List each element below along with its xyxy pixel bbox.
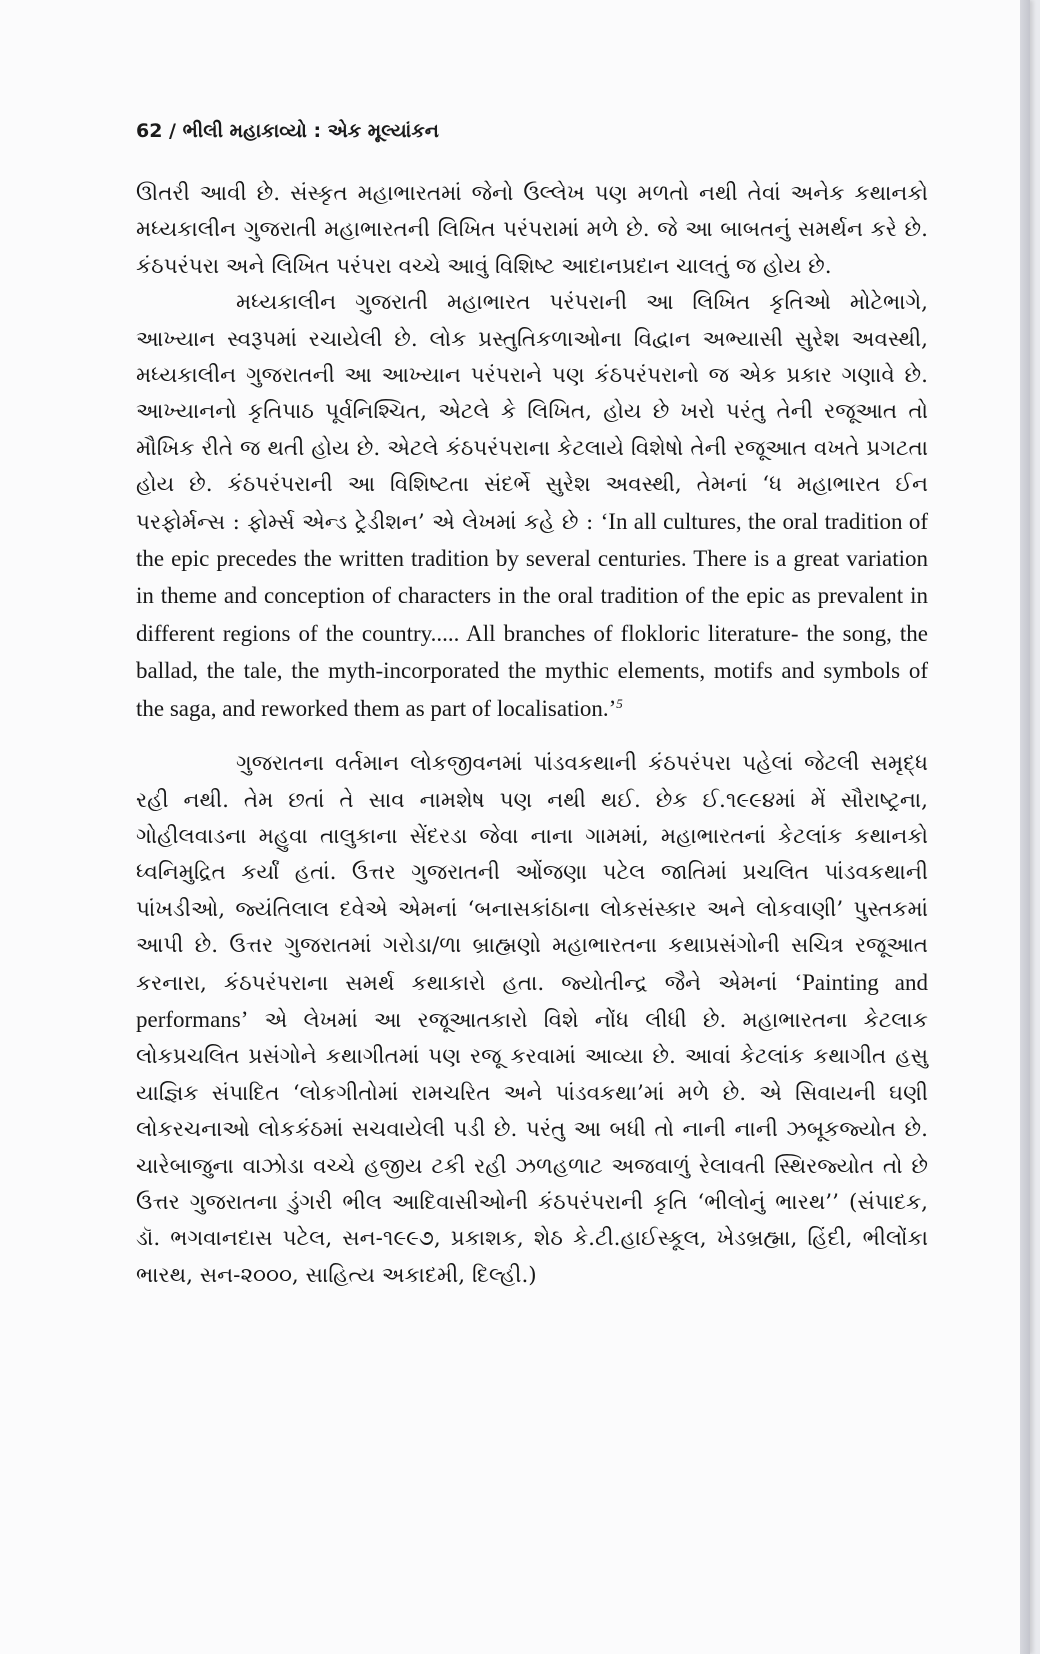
english-article-title: ‘Painting and performans’: [136, 969, 928, 1032]
running-head: 62 / ભીલી મહાકાવ્યો : એક મૂલ્યાંકન: [136, 120, 439, 142]
paragraph-2: [136, 285, 928, 728]
paragraph-3-part-b: એ લેખમાં આ રજૂઆતકારો વિશે નોંધ લીધી છે. મહાભારતના કેટલાક લોકપ્રચલિત પ્રસંગોને કથાગીતમાં પણ રજૂ કરવામાં આવ્યા છે. આવાં કેટલાંક કથાગીત હસુ યાજ્ઞિક સંપાદિત ‘લોકગીતોમાં રામચરિત અને પાંડવકથા’માં મળે છે. એ સિવાયની ઘણી લોકરચનાઓ લોકકંઠમાં સચવાયેલી પડી છે. પરંતુ આ બધી તો નાની નાની ઝબૂકજ્યોત છે. ચારેબાજુના વાઝોડા વચ્ચે હજીય ટકી રહી ઝળહળાટ અજવાળું રેલાવતી સ્થિરજ્યોત તો છે ઉત્તર ગુજરાતના ડુંગરી ભીલ આદિવાસીઓની કંઠપરંપરાની કૃતિ ‘ભીલોનું ભારથ’’ (સંપાદક, ડૉ. ભગવાનદાસ પટેલ, સન-૧૯૯૭, પ્રકાશક, શેઠ કે.ટી.હાઈસ્કૂલ, ખેડબ્રહ્મા, હિંદી, ભીલોંકા ભારથ, સન-૨૦૦૦, સાહિત્ય અકાદમી, દિલ્હી.): [136, 1007, 928, 1288]
footnote-marker: 5: [616, 695, 623, 711]
paragraph-3: [136, 746, 928, 1294]
paragraph-1: ઊતરી આવી છે. સંસ્કૃત મહાભારતમાં જેનો ઉલ્લેખ પણ મળતો નથી તેવાં અનેક કથાનકો મધ્યકાલીન ગુજરાતી મહાભારતની લિખિત પરંપરામાં મળે છે. જે આ બાબતનું સમર્થન કરે છે. કંઠપરંપરા અને લિખિત પરંપરા વચ્ચે આવું વિશિષ્ટ આદાનપ્રદાન ચાલતું જ હોય છે.: [136, 181, 928, 279]
page-edge-shadow: [1020, 0, 1030, 1654]
paragraph-3-part-a: ગુજરાતના વર્તમાન લોકજીવનમાં પાંડવકથાની કંઠપરંપરા પહેલાં જેટલી સમૃદ્ધ રહી નથી. તેમ છતાં તે સાવ નામશેષ પણ નથી થઈ. છેક ઈ.૧૯૯૪માં મેં સૌરાષ્ટ્રના, ગોહીલવાડના મહુવા તાલુકાના સેંદરડા જેવા નાના ગામમાં, મહાભારતનાં કેટલાંક કથાનકો ધ્વનિમુદ્રિત કર્યાં હતાં. ઉત્તર ગુજરાતની ઓંજણા પટેલ જાતિમાં પ્રચલિત પાંડવકથાની પાંખડીઓ, જ્યંતિલાલ દવેએ એમનાં ‘બનાસકાંઠાના લોકસંસ્કાર અને લોકવાણી’ પુસ્તકમાં આપી છે. ઉત્તર ગુજરાતમાં ગરોડા/ળા બ્રાહ્મણો મહાભારતના કથાપ્રસંગોની સચિત્ર રજૂઆત કરનારા, કંઠપરંપરાના સમર્થ કથાકારો હતા. જ્યોતીન્દ્ર જૈને એમનાં: [136, 751, 928, 996]
paragraph-2-gujarati: મધ્યકાલીન ગુજરાતી મહાભારત પરંપરાની આ લિખિત કૃતિઓ મોટેભાગે, આખ્યાન સ્વરૂપમાં રચાયેલી છે. લોક પ્રસ્તુતિકળાઓના વિદ્વાન અભ્યાસી સુરેશ અવસ્થી, મધ્યકાલીન ગુજરાતની આ આખ્યાન પરંપરાને પણ કંઠપરંપરાનો જ એક પ્રકાર ગણાવે છે. આખ્યાનનો કૃતિપાઠ પૂર્વનિશ્ચિત, એટલે કે લિખિત, હોય છે ખરો પરંતુ તેની રજૂઆત તો મૌખિક રીતે જ થતી હોય છે. એટલે કંઠપરંપરાના કેટલાયે વિશેષો તેની રજૂઆત વખતે પ્રગટતા હોય છે. કંઠપરંપરાની આ વિશિષ્ટતા સંદર્ભે સુરેશ અવસ્થી, તેમનાં ‘ધ મહાભારત ઈન પરફોર્મન્સ : ફોર્મ્સ એન્ડ ટ્રેડીશન’ એ લેખમાં કહે છે :: [136, 290, 928, 535]
english-quotation: ‘In all cultures, the oral tradition of the epic precedes the written tradition by several centuries. There is a great variation in theme and conception of characters in the oral tradition of the epic as prevalent in different regions of the country..... All branches of flokloric literature- the song, the ballad, the tale, the myth-incorporated the mythic elements, motifs and symbols of the saga, and reworked them as part of localisation.’: [136, 508, 929, 721]
body-text: [136, 176, 928, 1294]
